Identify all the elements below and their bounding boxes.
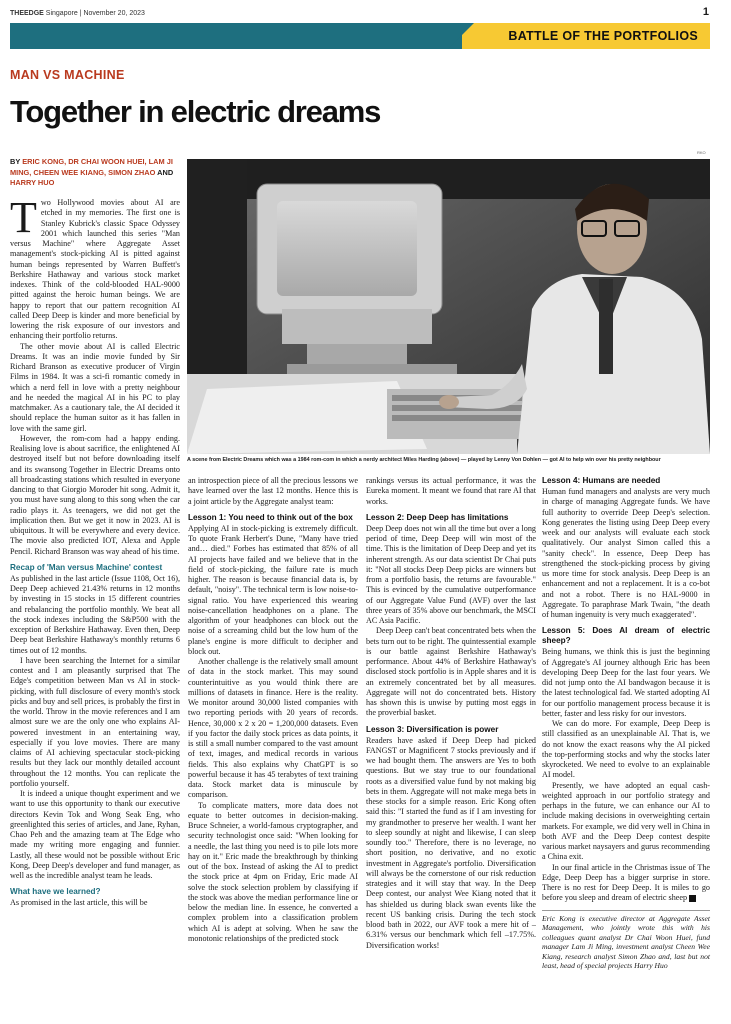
- photo-illustration: [187, 159, 710, 454]
- byline-prefix: BY: [10, 157, 21, 166]
- author-bio: Eric Kong is executive director at Aggregate Asset Management, who jointly wrote this with his colleagues quant analyst Dr Chai Woon Huei, fund manager Lam Ji Ming, investment analyst Cheen Wee Kiang, research analyst Simon Zhao and, last but not least, head of special projects Harry Huo: [542, 910, 710, 972]
- subheading: Lesson 5: Does AI dream of electric sheep?: [542, 626, 710, 646]
- masthead-date: November 20, 2023: [83, 10, 145, 17]
- subheading: What have we learned?: [10, 887, 101, 897]
- section-banner-wedge: [448, 23, 474, 49]
- byline-last-author: HARRY HUO: [10, 178, 55, 187]
- end-mark-icon: E: [689, 895, 696, 902]
- paragraph: Presently, we have adopted an equal cash-weighted approach in our portfolio strategy and perhaps in the future, we can enhance our AI to include making decisions in overweighting certain markets. For example, we did very well in China in both AVF and the Deep Deep contest despite various market naysayers and gurus recommending a China exit.: [542, 780, 710, 862]
- subheading: Lesson 4: Humans are needed: [542, 476, 661, 485]
- subheading: Lesson 2: Deep Deep has limitations: [366, 512, 509, 522]
- article-headline: Together in electric dreams: [10, 94, 381, 129]
- subheading: Lesson 3: Diversification is power: [366, 724, 499, 734]
- page-number: 1: [702, 6, 709, 18]
- section-banner-teal: [10, 23, 462, 49]
- column-1: [10, 193, 180, 909]
- section-title: BATTLE OF THE PORTFOLIOS: [508, 29, 698, 43]
- byline-and: AND: [157, 167, 174, 177]
- paragraph: It is indeed a unique thought experiment and we want to use this opportunity to thank our executive directors Kevin Tok and Wong Seak Eng, who greenlighted this series of articles, and Jane, Ryhan, Chao Peh and the amazing team at The Edge who made my writing more engaging and funnier. Lastly, all these would not be possible without Eric Kong, Deep Deep's developer and fund manager, as well as the incredible analyst team he leads.: [10, 789, 180, 880]
- paragraph: As published in the last article (Issue 1108, Oct 16), Deep Deep achieved 21.43% returns in 12 months by investing in 15 stocks in 15 different countries and rebalancing the portfolio monthly. We beat all the stock indexes including the S&P500 with the exception of Berkshire Hathaway. Even then, Deep Deep beat Berkshire Hathaway's monthly returns 6 times out of 12 months.: [10, 573, 180, 655]
- masthead: [0, 0, 731, 20]
- column-2: [188, 476, 358, 944]
- paragraph: Readers have asked if Deep Deep had picked FANGST or Magnificent 7 stocks previously and if we had bought them. The answers are Yes to both questions. But we stay true to our foundational roots as a diversified value fund by not making big bets in them. Aggregate will not make mega bets in these stocks for a simple reason. Eric Kong often said this: "I started the fund as if I am investing for my grandmother to preserve her wealth. I want her to sleep soundly at night and likewise, I can sleep soundly too." Therefore, there is no leverage, no short position, no derivative, and no exotic investment in Aggregate's portfolio. Diversification will always be the cornerstone of our risk reduction strategies and it will stay that way. In the Deep Deep contest, our analyst Wee Kiang noted that it has shielded us during black swan events like the recent US banking crisis. During the tech stock blood bath in 2022, our AVF took a mere hit of –6.31% versus our benchmark which fell –17.75%. Diversification works!: [366, 735, 536, 950]
- paragraph: [542, 863, 710, 904]
- paragraph: However, the rom-com had a happy ending. Realising love is about sacrifice, the enlightened AI destroyed itself but not before downloading itself and its swansong Together in Electric Dreams onto all broadcasting stations which resulted in everyone dancing to that Giorgio Moroder hit song. Admit it, you must have sung along to this song when the car radio plays it. As teenagers, we did not get the implication then. But we get it now in 2023. AI is ubiquitous. It will be everywhere and every device. The movie also predicted IOT, Alexa and Apple Pencil. Richard Branson was way ahead of his time.: [10, 433, 180, 556]
- paragraph: I have been searching the Internet for a similar contest and I am pleasantly surprised that The Edge's competition between Man vs AI in stock-picking, with full disclosure of every month's stock picks and buy and sell prices, is probably the first in the world. Throw in the movie references and I am almost sure we are the only one who explains AI-powered investment in an entertaining way, especially if you love movies. There are many claims of AI achieving spectacular stock-picking results but they lack our monthly detailed account throughout the 12 months. You can replicate the portfolio yourself.: [10, 655, 180, 788]
- paragraph: Another challenge is the relatively small amount of data in the stock market. This may sound counterintuitive as you would think there are millions of datasets in finance. Here is the reality. We monitor around 30,000 listed companies with two reporting periods with 20 years of records. Hence, 30,000 x 2 x 20 = 1,200,000 datasets. Even if you factor the daily stock prices as data points, it is still a small number compared to the vast amount of text, images, and medical records in various fields. This also explains why ChatGPT is so powerful because it has 45 terabytes of text training data. Stock market data is minuscule by comparison.: [188, 657, 358, 800]
- paragraph: Being humans, we think this is just the beginning of Aggregate's AI journey although Eric has been developing Deep Deep for the last four years. We did not jump onto the AI bandwagon because it is the latest technological fad. We started adopting AI for our portfolio management process because it is better, faster and less risky for our investors.: [542, 647, 710, 718]
- section-banner: [10, 23, 710, 49]
- paragraph: Human fund managers and analysts are very much in charge of managing Aggregate funds. We have full authority to override Deep Deep's selection. Kong generates the listing using Deep Deep every week and our analysts will evaluate each stock qualitatively. Our analyst Simon called this a "sanity check". In essence, Deep Deep has strengthened the stock-picking process by giving us more time for stock analysis. Deep Deep is an enhancement and not a replacement. It is a co-bot and not a robot. There is no HAL-9000 in Aggregate. To paraphrase Mark Twain, "the death of human ingenuity is very much exaggerated".: [542, 487, 710, 619]
- paragraph: [10, 193, 180, 342]
- subheading: Lesson 1: You need to think out of the box: [188, 512, 353, 522]
- article-kicker: MAN VS MACHINE: [10, 68, 125, 82]
- article-photo: [187, 159, 710, 454]
- masthead-edition: Singapore: [45, 10, 78, 17]
- paragraph: Deep Deep can't beat concentrated bets when the bets turn out to be right. The quintessential example is our battle against Berkshire Hathaway's performance. About 44% of Berkshire Hathaway's disclosed stock portfolio is in Apple shares and it is an extremely concentrated bet by all measures. Aggregate will not do concentrated bets. History has shown this is unwise by putting most eggs in the proverbial basket.: [366, 626, 536, 718]
- paragraph-text: wo Hollywood movies about AI are etched in my memories. The first one is Stanley Kubrick's classic Space Odyssey 2001 which launched this series "Man versus Machine" where Aggregate Asset management's stock-picking AI is pitted against human beings represented by Warren Buffett's Berkshire Hathaway and various stock market indexes. Think of the cold-blooded HAL-9000 pitted against the heroic human beings. We are happy to report that our pattern recognition AI called Deep Deep is kinder and more beneficial by lowering the risk exposure of our investors and enhancing their portfolio returns.: [10, 198, 180, 341]
- paragraph: As promised in the last article, this will be: [10, 898, 148, 908]
- paragraph: Applying AI in stock-picking is extremely difficult. To quote Frank Herbert's Dune, "Many have tried and… died." Forbes has estimated that 85% of all AI projects have failed and we believe that in the field of stock-picking, the failure rate is much higher. The reason is because financial data is, by default, "noisy". The technical term is low noise-to-signal ratio. You have experienced this wearing noise-cancellation headphones on a plane. The algorithm of your headphones can block out the noise of a screaming child but the low hum of the plane's engine is more difficult to decipher and block out.: [188, 523, 358, 656]
- paragraph: To complicate matters, more data does not equate to better outcomes in decision-making. Bruce Schneier, a world-famous cryptographer, and security technologist once said: "When looking for a needle, the last thing you need is to pile lots more hay on it." Eric made the breakthrough by thinking out of the box. Instead of asking the AI to predict the stock price at 4pm on Friday, Eric made AI solve the stock selection problem by classifying if the stock was above the median performance line or below the median line. In essence, he converted a complex problem into a classification problem which AI is adept at solving. When he saw the monotonic relationships of the predicted stock: [188, 800, 358, 943]
- photo-credit: RKO: [697, 150, 706, 155]
- drop-cap: T: [10, 193, 37, 242]
- paragraph: rankings versus its actual performance, it was the Eureka moment. It meant we found that rare AI that works.: [366, 476, 536, 506]
- paragraph: We can do more. For example, Deep Deep is still classified as an unexplainable AI. That is, we do not know the exact reasons why the AI picked the top-performing stocks and why the stocks later skyrocketed. We need to evolve to an explainable AI model.: [542, 719, 710, 780]
- column-3: [366, 476, 536, 951]
- byline-authors: ERIC KONG, DR CHAI WOON HUEI, LAM JI MING, CHEEN WEE KIANG, SIMON ZHAO: [10, 157, 173, 177]
- masthead-line: THEEDGE Singapore | November 20, 2023: [10, 10, 145, 17]
- paragraph: Deep Deep does not win all the time but over a long period of time, Deep Deep will win most of the time. This is the limitation of Deep Deep and yet its inherent strength. As our data scientist Dr Chai puts it: "Not all stocks Deep Deep picks are winners but from a portfolio basis, the returns are favourable." This is evinced by the cumulative outperformance of our Aggregate Value Fund (AVF) over the last three years of 35% above our benchmark, the MSCI AC Asia Pacific.: [366, 523, 536, 625]
- photo-caption: A scene from Electric Dreams which was a 1984 rom-com in which a nerdy architect Miles Harding (above) — played by Lenny Von Dohlen — got AI to help win over his pretty neighbour: [187, 457, 661, 463]
- paragraph: an introspection piece of all the precious lessons we have learned over the last 12 months. Hence this is a joint article by the Aggregate analyst team:: [188, 476, 358, 506]
- paragraph: The other movie about AI is called Electric Dreams. It was an indie movie funded by Sir Richard Branson as executive producer of Virgin Films in 1984. It was a sci-fi romantic comedy in which a nerd fell in love with a pretty neighbour and he needed the magical AI in his PC to play matchmaker. As a cautionary tale, the AI decided it should replace the human suitor as it has fallen in love with the same girl.: [10, 341, 180, 433]
- subheading: Recap of 'Man versus Machine' contest: [10, 562, 163, 572]
- paragraph-text: In our final article in the Christmas issue of The Edge, Deep Deep has a bigger surprise in store. There is no rest for Deep Deep. It is miles to go before you sleep and dream of electric sheep: [542, 862, 710, 903]
- column-4: [542, 476, 710, 971]
- masthead-brand: THEEDGE: [10, 10, 44, 17]
- byline: [10, 157, 186, 189]
